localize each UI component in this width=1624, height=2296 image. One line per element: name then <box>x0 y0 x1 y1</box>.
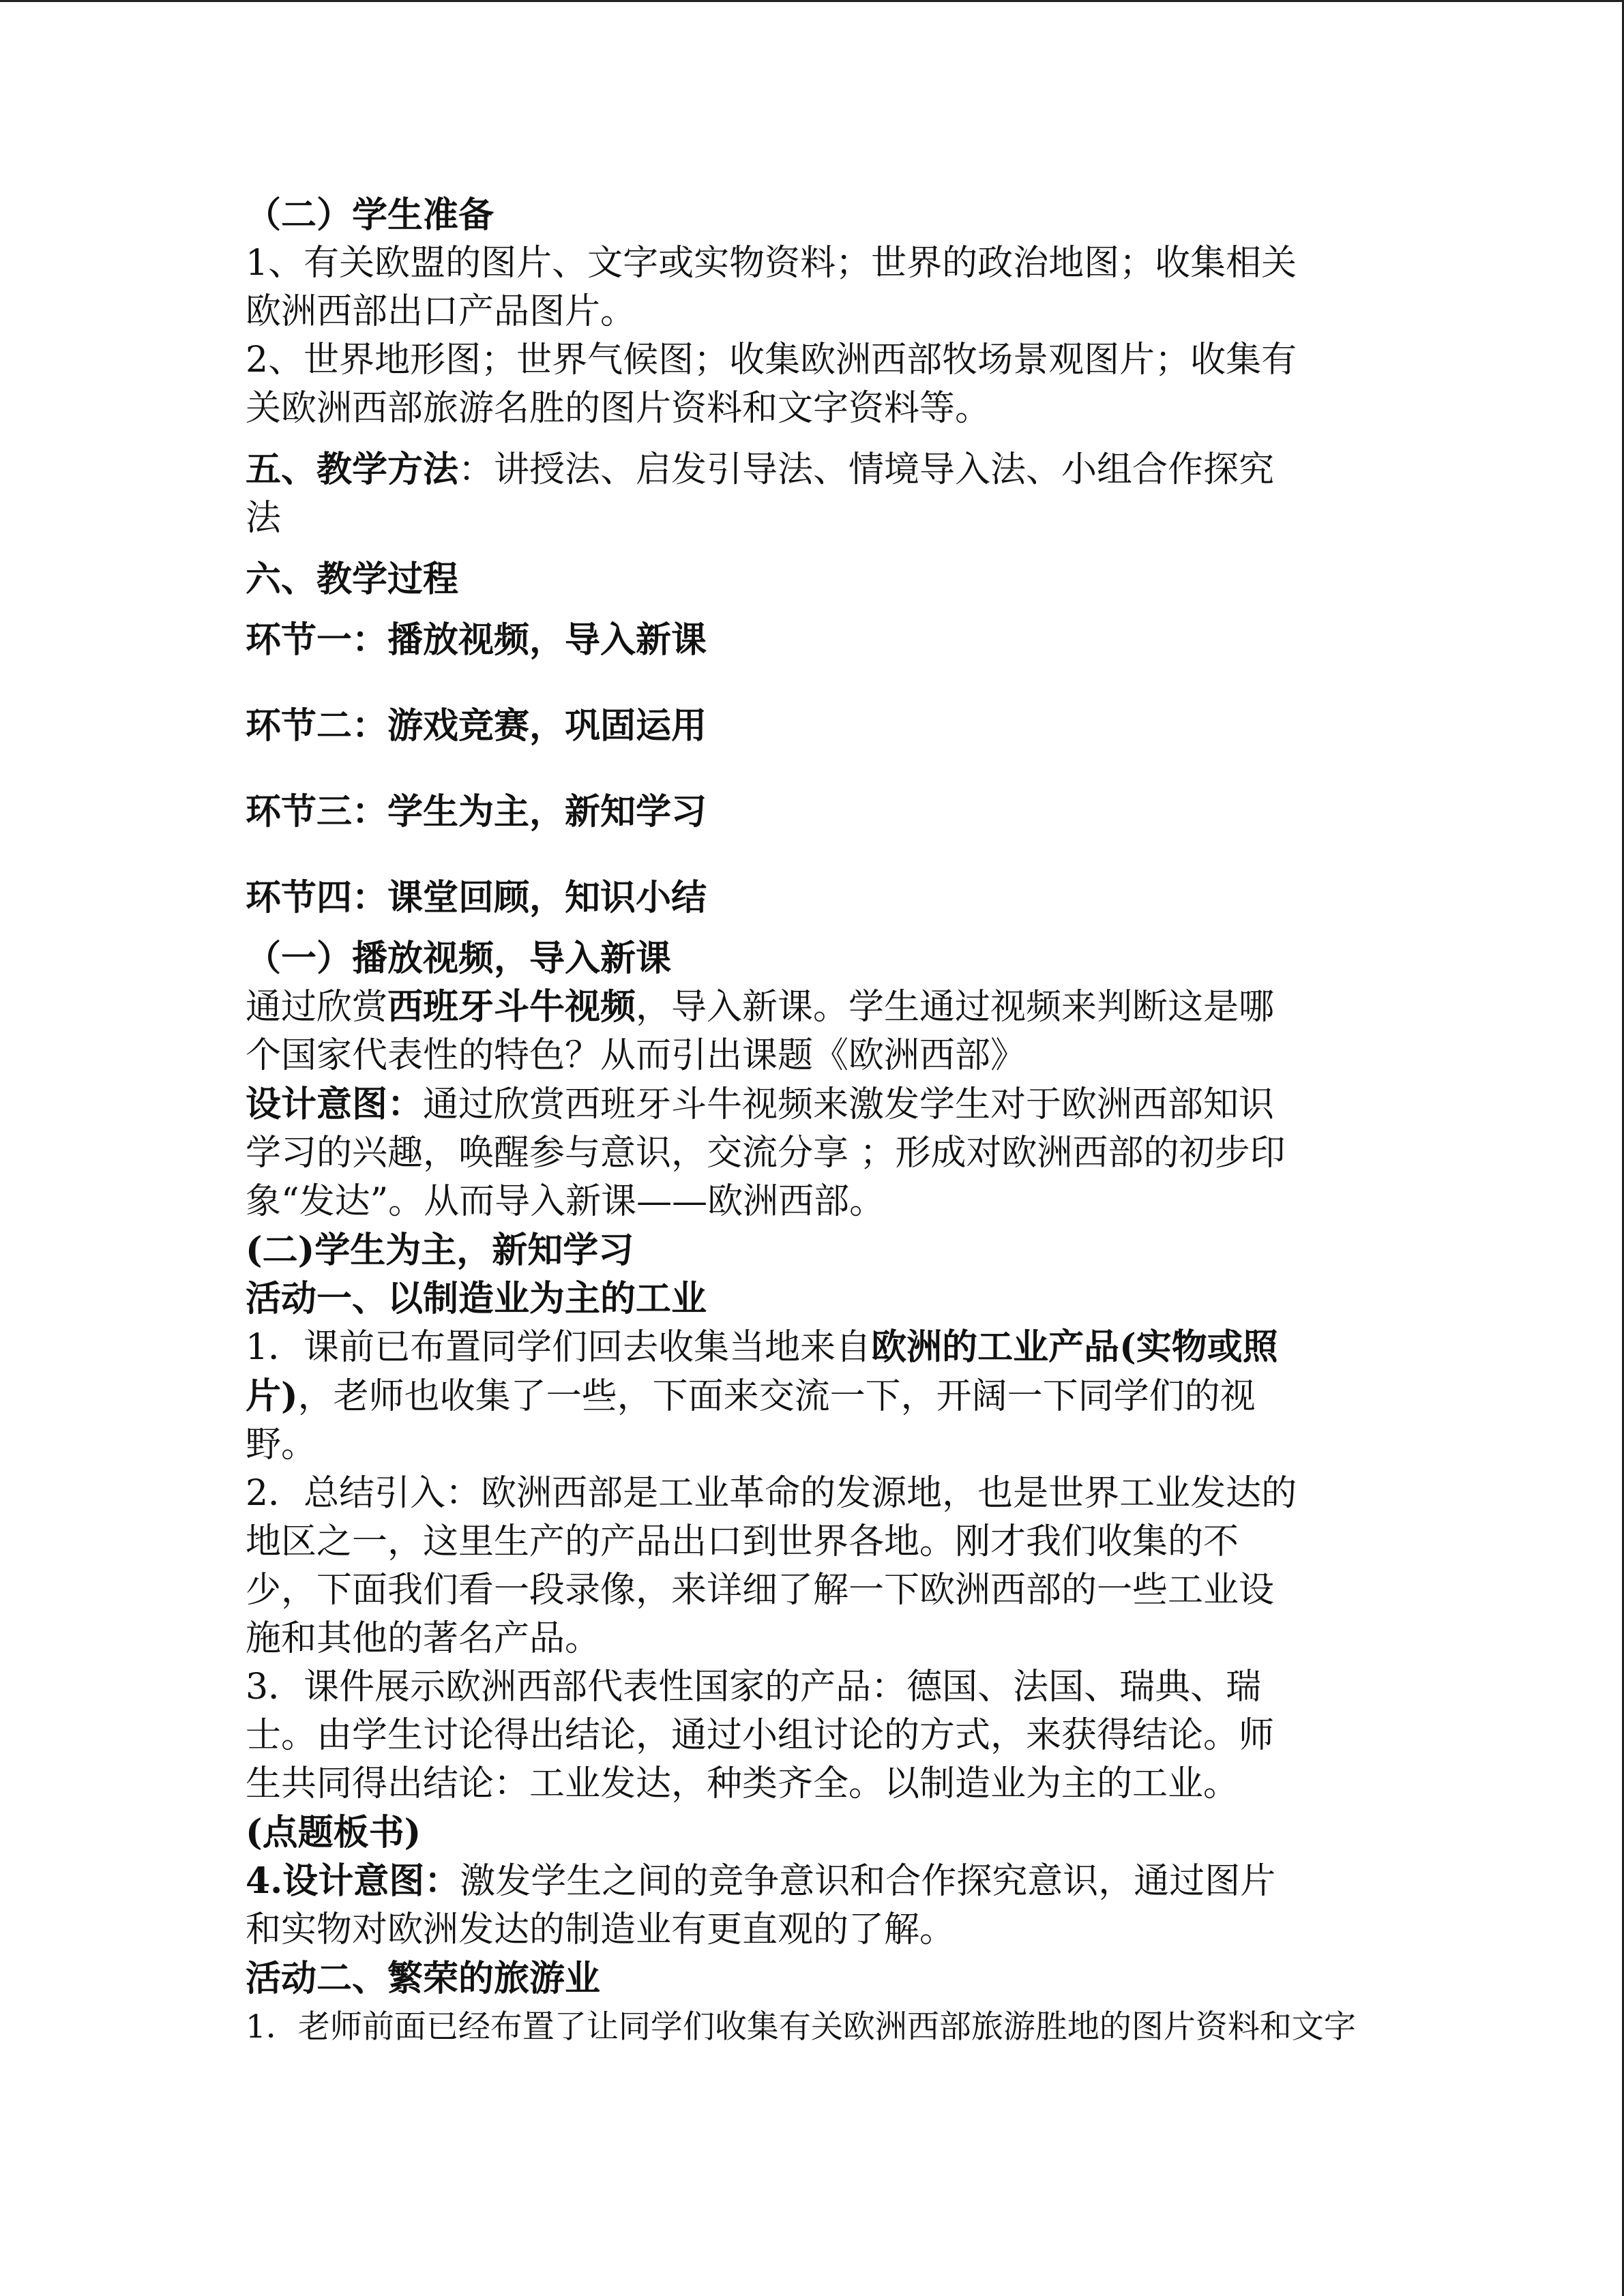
part-1-heading: （一）播放视频，导入新课 <box>246 938 672 979</box>
prep-item-2-line-2: 关欧洲西部旅游名胜的图片资料和文字资料等。 <box>246 388 991 429</box>
a1-item-3-line-3: 生共同得出结论：工业发达，种类齐全。以制造业为主的工业。 <box>246 1763 1239 1804</box>
a1-item-4-text: 激发学生之间的竞争意识和合作探究意识，通过图片 <box>460 1861 1276 1902</box>
part-1-para-post: ，导入新课。学生通过视频来判断这是哪 <box>636 987 1275 1028</box>
part-1-para-line-2: 个国家代表性的特色？从而引出课题《欧洲西部》 <box>246 1035 1027 1076</box>
a1-item-4-line-1 <box>246 1857 1378 1906</box>
a1-item-3-line-2: 士。由学生讨论得出结论，通过小组讨论的方式，来获得结论。师 <box>246 1715 1275 1756</box>
part-1-para-line-1 <box>246 983 1378 1032</box>
a1-item-2-line-4: 施和其他的著名产品。 <box>246 1618 601 1659</box>
board-note: (点题板书) <box>246 1812 422 1853</box>
a1-item-2-line-3: 少，下面我们看一段录像，来详细了解一下欧洲西部的一些工业设 <box>246 1570 1275 1611</box>
industrial-products-emphasis-end: 片) <box>246 1375 298 1417</box>
a2-item-1-line-1: 1．老师前面已经布置了让同学们收集有关欧洲西部旅游胜地的图片资料和文字 <box>246 2008 1356 2046</box>
step-1: 环节一：播放视频，导入新课 <box>246 619 707 661</box>
document-body <box>246 191 1378 2051</box>
design-intent-text: 通过欣赏西班牙斗牛视频来激发学生对于欧洲西部知识 <box>423 1084 1275 1125</box>
step-3: 环节三：学生为主，新知学习 <box>246 791 707 833</box>
design-intent-line-2: 学习的兴趣，唤醒参与意识，交流分享 ；形成对欧洲西部的初步印 <box>246 1133 1286 1174</box>
design-intent-line-3: 象“发达”。从而导入新课——欧洲西部。 <box>246 1181 885 1222</box>
a1-item-1-post: ，老师也收集了一些，下面来交流一下，开阔一下同学们的视 <box>297 1376 1256 1417</box>
student-prep-heading: （二）学生准备 <box>246 194 494 236</box>
a1-item-3-line-1: 3．课件展示欧洲西部代表性国家的产品：德国、法国、瑞典、瑞 <box>246 1667 1262 1708</box>
activity-2-heading: 活动二、繁荣的旅游业 <box>246 1958 601 1999</box>
teaching-methods-text: ：讲授法、启发引导法、情境导入法、小组合作探究 <box>458 449 1275 490</box>
design-intent-label: 设计意图： <box>246 1084 424 1125</box>
a1-item-4-line-2: 和实物对欧洲发达的制造业有更直观的了解。 <box>246 1909 956 1950</box>
page-top-border <box>0 0 1624 2</box>
part-1-para-pre: 通过欣赏 <box>246 987 388 1028</box>
a1-item-1-line-1 <box>246 1323 1378 1372</box>
part-2-heading: (二)学生为主，新知学习 <box>246 1229 634 1271</box>
a1-item-4-label: 4.设计意图： <box>246 1860 460 1902</box>
a1-item-1-pre: 1．课前已布置同学们回去收集当地来自 <box>246 1327 872 1368</box>
teaching-methods-line-1 <box>246 445 1378 494</box>
a1-item-1-line-2 <box>246 1372 1378 1421</box>
a1-item-2-line-1: 2．总结引入：欧洲西部是工业革命的发源地，也是世界工业发达的 <box>246 1473 1297 1514</box>
prep-item-1-line-2: 欧洲西部出口产品图片。 <box>246 291 636 332</box>
step-2: 环节二：游戏竞赛，巩固运用 <box>246 705 707 747</box>
design-intent-line-1 <box>246 1080 1378 1129</box>
industrial-products-emphasis: 欧洲的工业产品(实物或照 <box>871 1326 1278 1368</box>
activity-1-heading: 活动一、以制造业为主的工业 <box>246 1278 707 1320</box>
bullfight-video-emphasis: 西班牙斗牛视频 <box>387 986 636 1028</box>
teaching-methods-line-2: 法 <box>246 498 282 539</box>
teaching-methods-label: 五、教学方法 <box>246 449 459 490</box>
a1-item-1-line-3: 野。 <box>246 1425 317 1465</box>
step-4: 环节四：课堂回顾，知识小结 <box>246 877 707 919</box>
teaching-process-heading: 六、教学过程 <box>246 558 459 600</box>
prep-item-2-line-1: 2、世界地形图；世界气候图；收集欧洲西部牧场景观图片；收集有 <box>246 340 1297 381</box>
a1-item-2-line-2: 地区之一，这里生产的产品出口到世界各地。刚才我们收集的不 <box>246 1521 1239 1562</box>
prep-item-1-line-1: 1、有关欧盟的图片、文字或实物资料；世界的政治地图；收集相关 <box>246 243 1297 284</box>
